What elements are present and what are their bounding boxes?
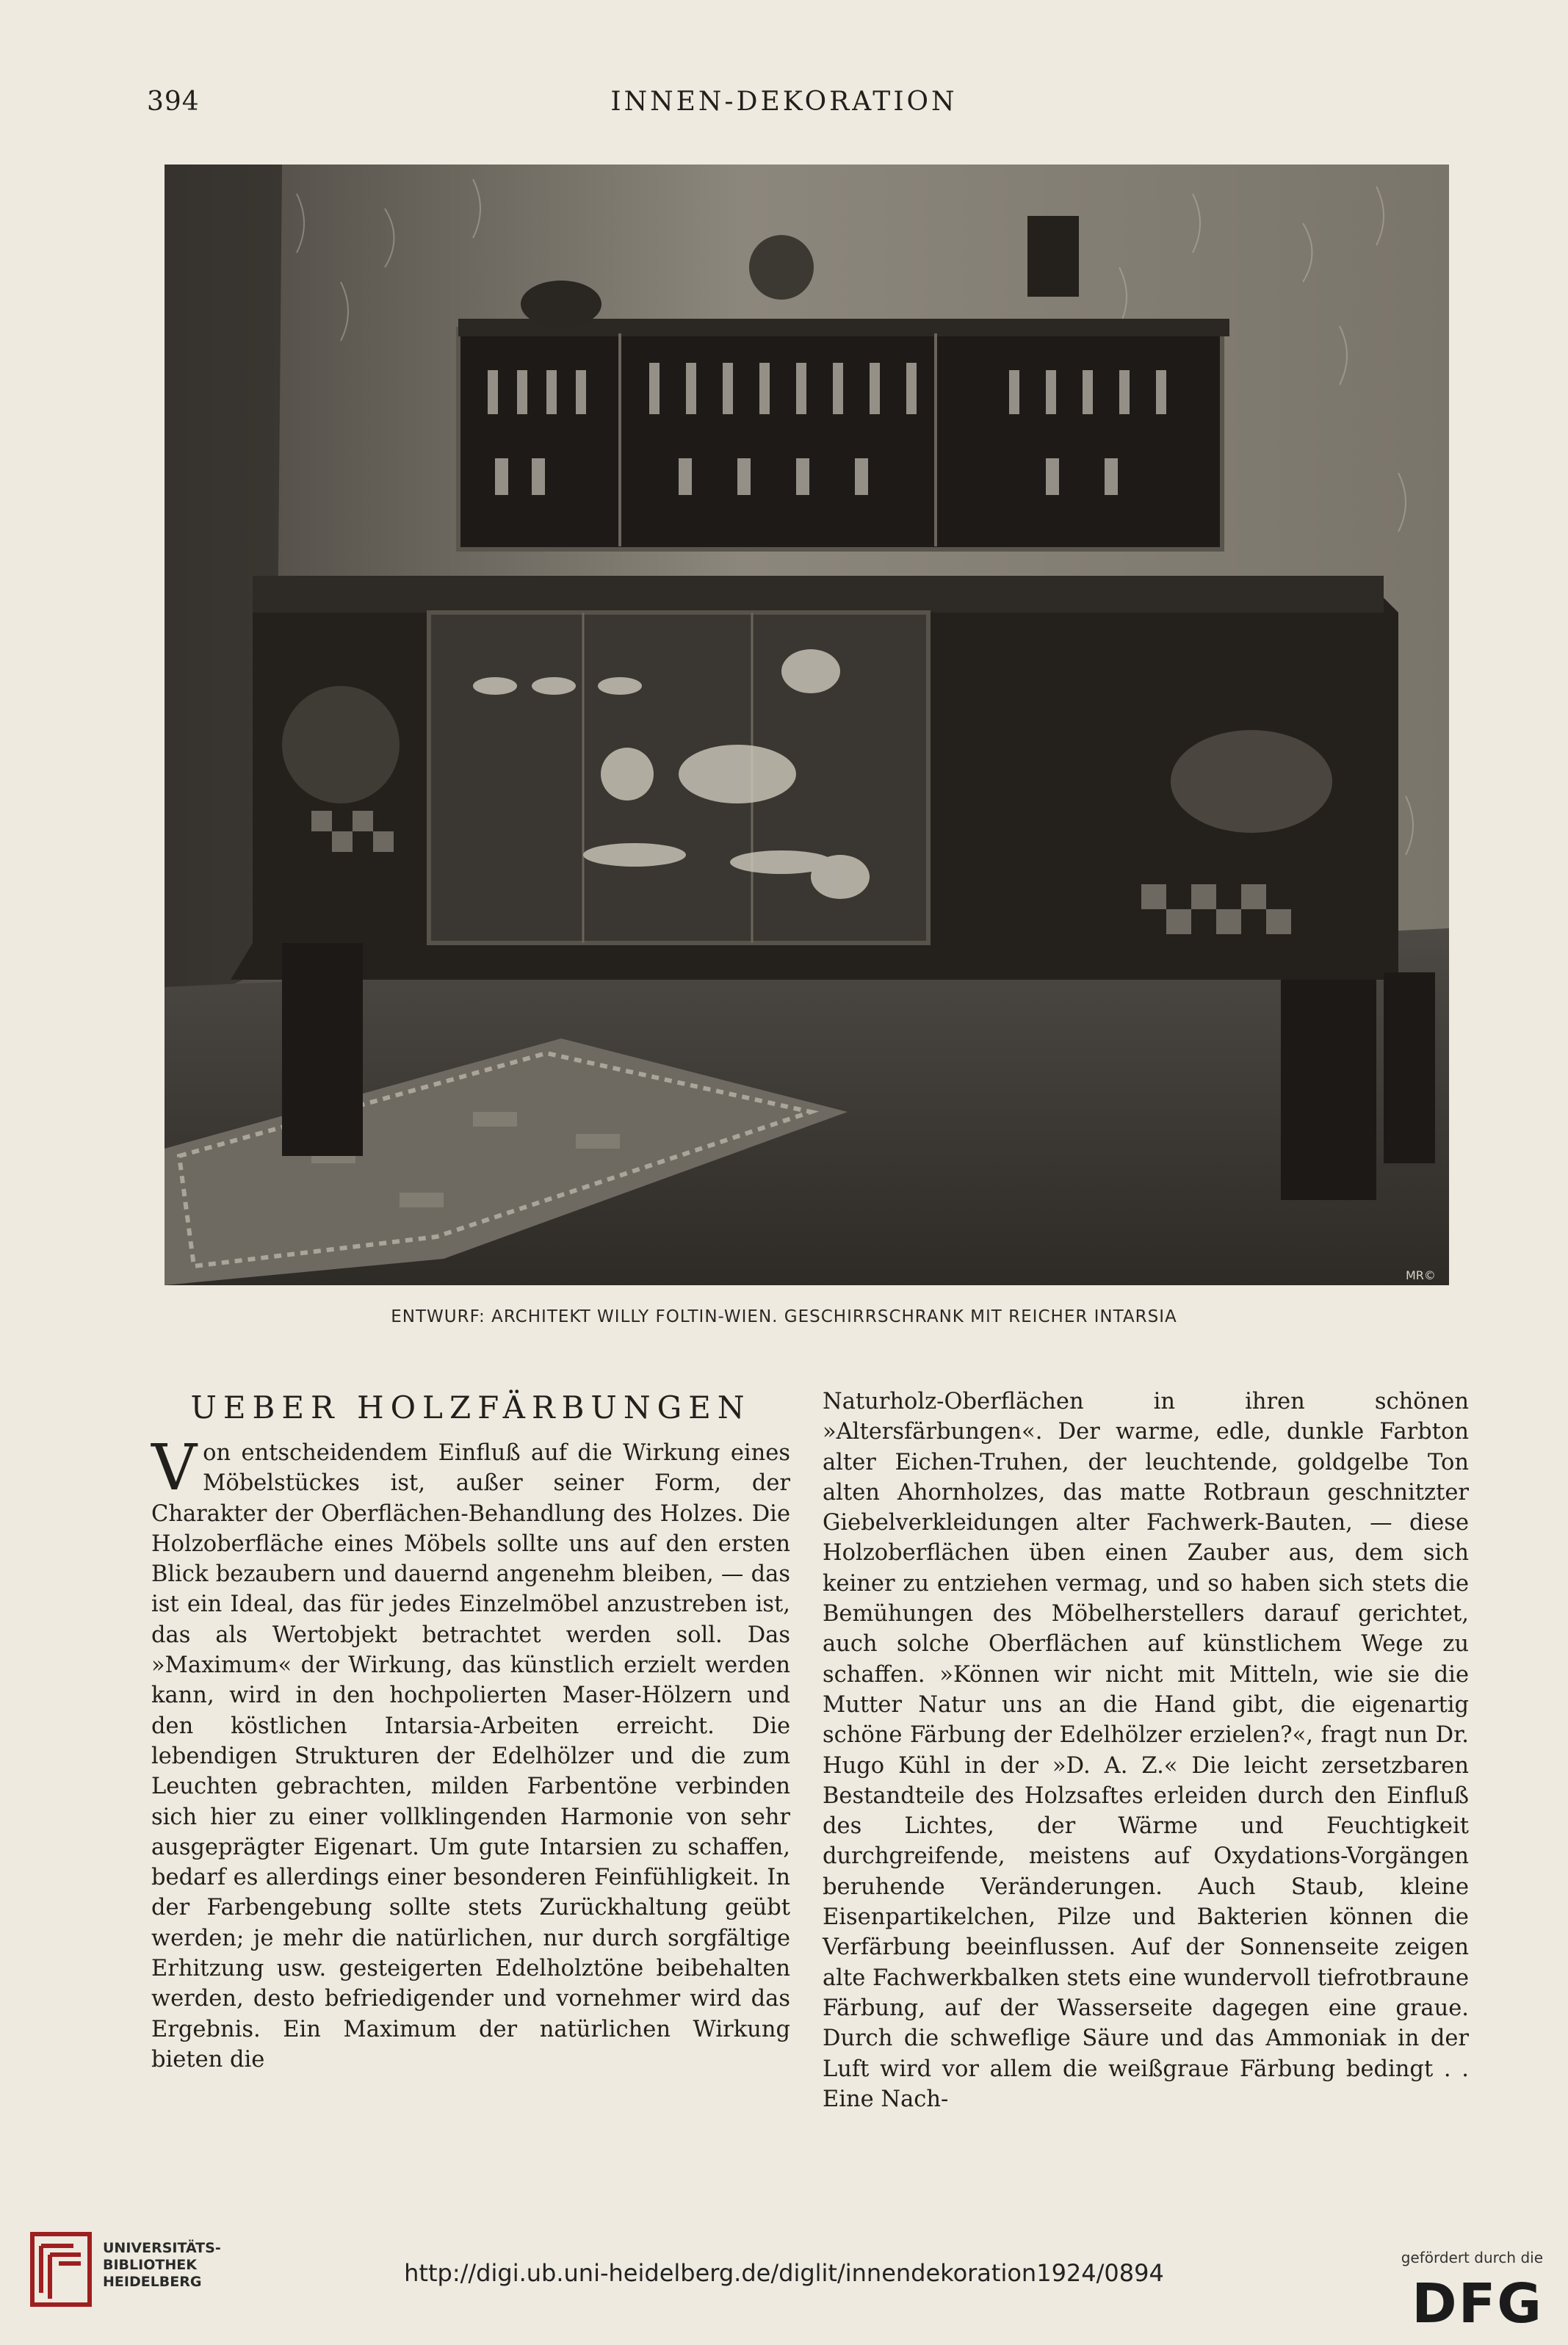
cabinet-photograph xyxy=(165,165,1449,1285)
funded-by-label: gefördert durch die xyxy=(1401,2249,1543,2266)
article-title: UEBER HOLZFÄRBUNGEN xyxy=(190,1390,751,1426)
photo-credit: MR© xyxy=(1406,1268,1436,1282)
photo-caption: ENTWURF: ARCHITEKT WILLY FOLTIN-WIEN. GESCHIRRSCHRANK MIT REICHER INTARSIA xyxy=(391,1307,1177,1326)
library-name-line: HEIDELBERG xyxy=(103,2274,202,2290)
library-name-line: UNIVERSITÄTS- xyxy=(103,2240,221,2256)
article-left-column xyxy=(151,1387,790,2075)
cabinet-illustration xyxy=(165,165,1449,1285)
page-number: 394 xyxy=(147,87,200,117)
library-name-line: BIBLIOTHEK xyxy=(103,2257,197,2273)
article-right-column xyxy=(823,1387,1469,2114)
source-url-link[interactable]: http://digi.ub.uni-heidelberg.de/diglit/innendekoration1924/0894 xyxy=(404,2259,1164,2287)
page-footer xyxy=(0,2211,1568,2345)
running-head: INNEN-DEKORATION xyxy=(610,87,958,117)
left-column-text: on entscheidendem Einfluß auf die Wirkung eines Möbelstückes ist, außer seiner Form, der Charakter der Oberflächen-Behandlung des Holzes. Die Holzoberfläche eines Möbels sollte uns auf den ersten Blick bezaubern und dauernd angenehm bleiben, — das ist ein Ideal, das für jedes Einzelmöbel anzustreben ist, das als Wertobjekt betrachtet werden soll. Das »Maximum« der Wirkung, das künstlich erzielt werden kann, wird in den hochpolierten Maser-Hölzern und den köstlichen Intarsia-Arbeiten erreicht. Die lebendigen Strukturen der Edelhölzer und die zum Leuchten gebrachten, milden Farbentöne verbinden sich hier zu einer vollklingenden Harmonie von sehr ausgeprägter Eigenart. Um gute Intarsien zu schaffen, bedarf es allerdings einer besonderen Feinfühligkeit. In der Farbengebung sollte stets Zurückhaltung geübt werden; je mehr die natürlichen, nur durch sorgfältige Erhitzung usw. gesteigerten Edelholztöne beibehalten werden, desto befriedigender und vornehmer wird das Ergebnis. Ein Maximum der natürlichen Wirkung bieten die xyxy=(151,1440,790,2073)
article-paragraph-left xyxy=(151,1431,790,2075)
drop-cap: V xyxy=(151,1431,198,1505)
right-column-text: Naturholz-Oberflächen in ihren schönen »Altersfärbungen«. Der warme, edle, dunkle Farbton alter Eichen-Truhen, der leuchtende, goldgelbe Ton alten Ahornholzes, das matte Rotbraun geschnitzter Giebelverkleidungen alter Fachwerk-Bauten, — diese Holzoberflächen üben einen Zauber aus, dem sich keiner zu entziehen vermag, und so haben sich stets die Bemühungen des Möbelherstellers darauf gerichtet, auch solche Oberflächen auf künstlichem Wege zu schaffen. »Können wir nicht mit Mitteln, wie sie die Mutter Natur uns an die Hand gibt, die eigenartig schöne Färbung der Edelhölzer erzielen?«, fragt nun Dr. Hugo Kühl in der »D. A. Z.« Die leicht zersetzbaren Bestandteile des Holzsaftes erleiden durch den Einfluß des Lichtes, der Wärme und Feuchtigkeit durchgreifende, meistens auf Oxydations-Vorgängen beruhende Veränderungen. Auch Staub, kleine Eisenpartikelchen, Pilze und Bakterien können die Verfärbung beeinflussen. Auf der Sonnenseite zeigen alte Fachwerkbalken stets eine wundervoll tiefrotbraune Färbung, auf der Wasserseite dagegen eine graue. Durch die schweflige Säure und das Ammoniak in der Luft wird vor allem die weißgraue Färbung bedingt . . Eine Nach- xyxy=(823,1389,1469,2112)
page-header xyxy=(0,87,1568,131)
dfg-logo: DFG xyxy=(1412,2272,1543,2335)
